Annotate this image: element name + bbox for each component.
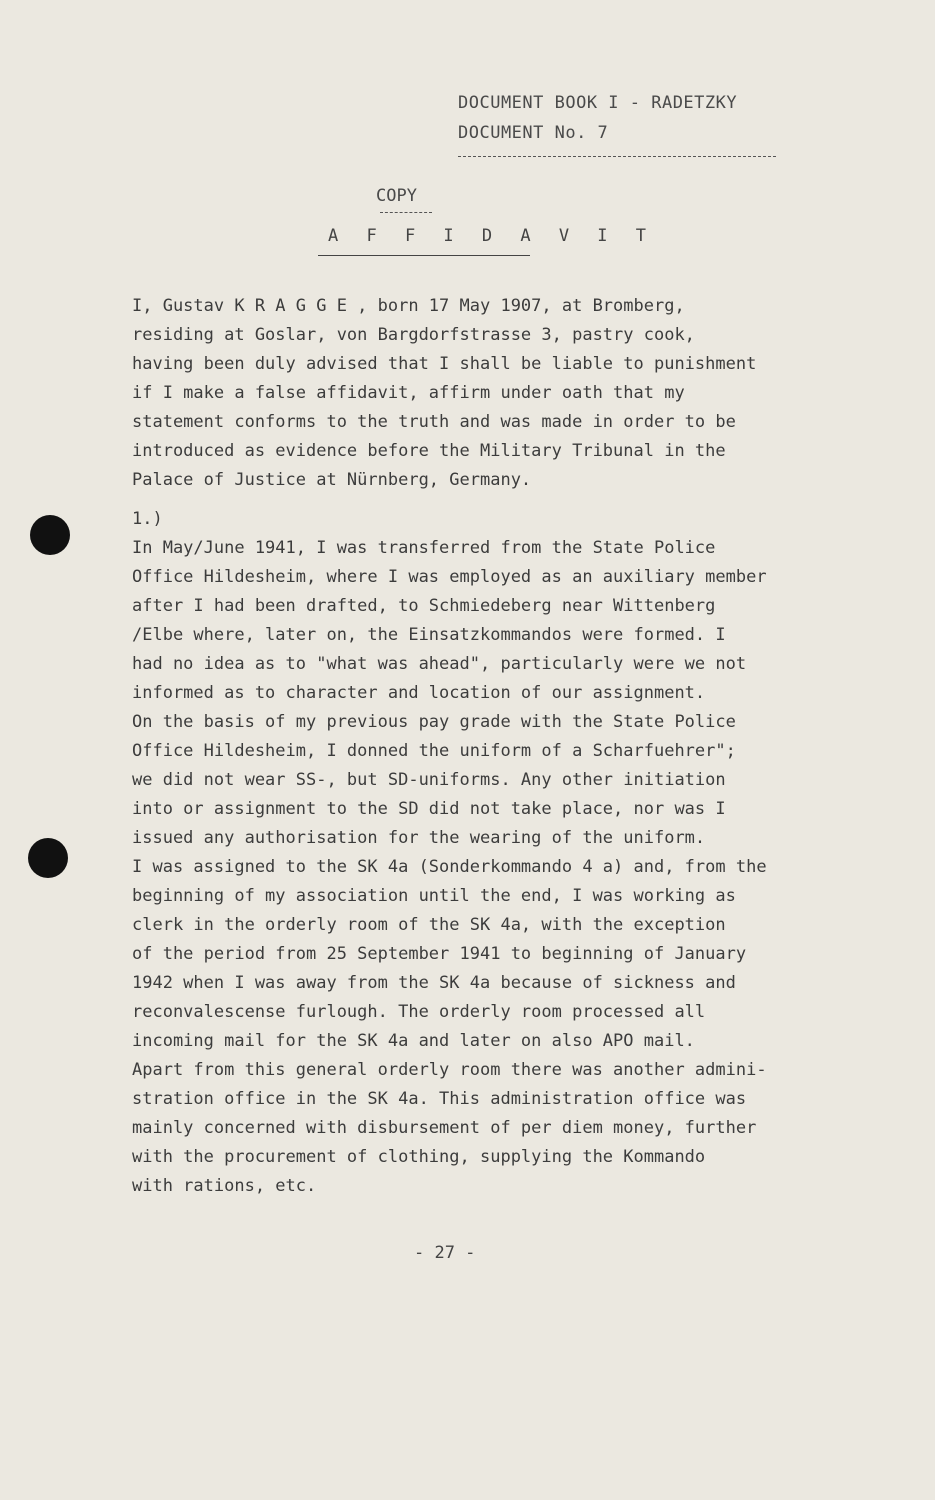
text-line: introduced as evidence before the Military Tribunal in the <box>132 441 726 461</box>
document-body <box>132 292 872 1201</box>
text-line: Office Hildesheim, I donned the uniform of a Scharfuehrer"; <box>132 741 736 761</box>
text-line: mainly concerned with disbursement of per diem money, further <box>132 1118 757 1138</box>
punch-hole-bottom <box>28 838 68 878</box>
text-line: with rations, etc. <box>132 1176 317 1196</box>
text-line: Palace of Justice at Nürnberg, Germany. <box>132 470 532 490</box>
section-number: 1.) <box>132 509 163 529</box>
text-line: beginning of my association until the end, I was working as <box>132 886 736 906</box>
text-line: reconvalescense furlough. The orderly room processed all <box>132 1002 706 1022</box>
text-line: having been duly advised that I shall be liable to punishment <box>132 354 757 374</box>
text-line: issued any authorisation for the wearing of the uniform. <box>132 828 706 848</box>
paragraph-oath <box>132 292 872 495</box>
document-title: A F F I D A V I T <box>328 226 655 246</box>
text-line: had no idea as to "what was ahead", particularly were we not <box>132 654 747 674</box>
text-line: residing at Goslar, von Bargdorfstrasse 3, pastry cook, <box>132 325 695 345</box>
text-line: On the basis of my previous pay grade with the State Police <box>132 712 736 732</box>
text-line: we did not wear SS-, but SD-uniforms. Any other initiation <box>132 770 726 790</box>
punch-hole-top <box>30 515 70 555</box>
text-line: In May/June 1941, I was transferred from the State Police <box>132 538 716 558</box>
text-line: I was assigned to the SK 4a (Sonderkommando 4 a) and, from the <box>132 857 767 877</box>
text-line: into or assignment to the SD did not take place, nor was I <box>132 799 726 819</box>
text-line: after I had been drafted, to Schmiedeberg near Wittenberg <box>132 596 716 616</box>
copy-underline <box>380 212 432 213</box>
text-line: if I make a false affidavit, affirm under oath that my <box>132 383 685 403</box>
text-line: /Elbe where, later on, the Einsatzkommandos were formed. I <box>132 625 726 645</box>
header-divider <box>458 156 776 157</box>
text-line: 1942 when I was away from the SK 4a because of sickness and <box>132 973 736 993</box>
text-line: stration office in the SK 4a. This administration office was <box>132 1089 747 1109</box>
text-line: with the procurement of clothing, supplying the Kommando <box>132 1147 706 1167</box>
text-line: incoming mail for the SK 4a and later on also APO mail. <box>132 1031 695 1051</box>
text-line: I, Gustav K R A G G E , born 17 May 1907, at Bromberg, <box>132 296 685 316</box>
text-line: informed as to character and location of our assignment. <box>132 683 706 703</box>
text-line: of the period from 25 September 1941 to beginning of January <box>132 944 747 964</box>
document-header <box>458 88 788 157</box>
title-underline <box>318 255 530 256</box>
page-number: - 27 - <box>414 1243 476 1263</box>
paragraph-statement <box>132 534 872 1201</box>
copy-label: COPY <box>376 186 417 206</box>
document-number-line: DOCUMENT No. 7 <box>458 123 609 143</box>
text-line: statement conforms to the truth and was made in order to be <box>132 412 736 432</box>
document-book-line: DOCUMENT BOOK I - RADETZKY <box>458 93 738 113</box>
text-line: clerk in the orderly room of the SK 4a, with the exception <box>132 915 726 935</box>
text-line: Office Hildesheim, where I was employed as an auxiliary member <box>132 567 767 587</box>
text-line: Apart from this general orderly room there was another admini- <box>132 1060 767 1080</box>
